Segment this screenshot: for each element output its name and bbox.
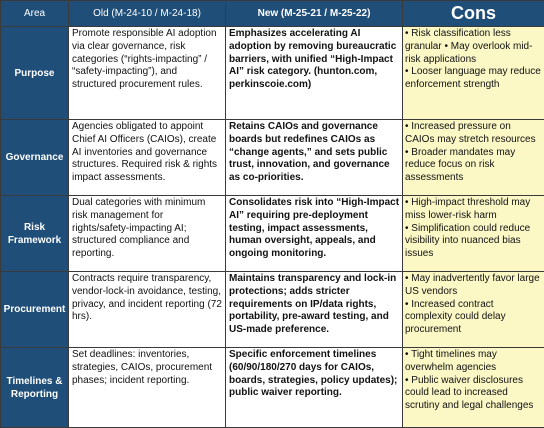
con-item: • Simplification could reduce visibility into nuanced bias issues	[405, 223, 542, 261]
row-area-label: Timelines & Reporting	[1, 348, 69, 428]
row-cons-cell	[403, 348, 544, 428]
table-row	[1, 272, 544, 348]
con-item: • Broader mandates may reduce focus on risk assessments	[405, 147, 542, 185]
row-area-label: Governance	[1, 120, 69, 196]
row-cons-cell	[403, 272, 544, 348]
header-old: Old (M-24-10 / M-24-18)	[69, 1, 226, 27]
row-cons-cell	[403, 196, 544, 272]
header-cons: Cons	[403, 1, 544, 27]
row-cons-cell	[403, 27, 544, 120]
row-old-text: Promote responsible AI adoption via clear governance, risk categories (“rights-impacting” / “safety-impacting”), and structured procurement rules.	[69, 27, 226, 120]
con-item: • Looser language may reduce enforcement strength	[405, 66, 542, 92]
con-item: • Increased pressure on CAIOs may stretch resources	[405, 121, 542, 147]
row-new-text: Emphasizes accelerating AI adoption by removing bureaucratic barriers, with unified “High-Impact AI” risk category. (hunton.com, perkinscoie.com)	[226, 27, 403, 120]
con-item: • Public waiver disclosures could lead to increased scrutiny and legal challenges	[405, 375, 542, 413]
con-item: • Risk classification less granular • May overlook mid-risk applications	[405, 28, 542, 66]
row-new-text: Maintains transparency and lock-in protections; adds stricter requirements on IP/data rights, portability, pre-award testing, and US-made preference.	[226, 272, 403, 348]
header-area: Area	[1, 1, 69, 27]
table-row	[1, 120, 544, 196]
table-row	[1, 348, 544, 428]
header-new: New (M-25-21 / M-25-22)	[226, 1, 403, 27]
row-new-text: Specific enforcement timelines (60/90/180/270 days for CAIOs, boards, strategies, policy updates); public waiver reporting.	[226, 348, 403, 428]
con-item: • Increased contract complexity could delay procurement	[405, 299, 542, 337]
row-new-text: Consolidates risk into “High-Impact AI” requiring pre-deployment testing, impact assessments, human oversight, appeals, and ongoing monitoring.	[226, 196, 403, 272]
row-old-text: Contracts require transparency, vendor-lock-in avoidance, testing, privacy, and incident reporting (72 hrs).	[69, 272, 226, 348]
header-row	[1, 1, 544, 27]
row-area-label: Procurement	[1, 272, 69, 348]
row-area-label: Risk Framework	[1, 196, 69, 272]
table-row	[1, 196, 544, 272]
row-new-text: Retains CAIOs and governance boards but redefines CAIOs as “change agents,” and sets public trust, innovation, and governance as co-priorities.	[226, 120, 403, 196]
row-area-label: Purpose	[1, 27, 69, 120]
table-row	[1, 27, 544, 120]
row-old-text: Dual categories with minimum risk management for rights/safety-impacting AI; structured compliance and reporting.	[69, 196, 226, 272]
row-old-text: Set deadlines: inventories, strategies, CAIOs, procurement phases; incident reporting.	[69, 348, 226, 428]
row-cons-cell	[403, 120, 544, 196]
row-old-text: Agencies obligated to appoint Chief AI Officers (CAIOs), create AI inventories and governance structures. Required risk & rights impact assessments.	[69, 120, 226, 196]
con-item: • High-impact threshold may miss lower-risk harm	[405, 197, 542, 223]
con-item: • Tight timelines may overwhelm agencies	[405, 349, 542, 375]
con-item: • May inadvertently favor large US vendors	[405, 273, 542, 299]
